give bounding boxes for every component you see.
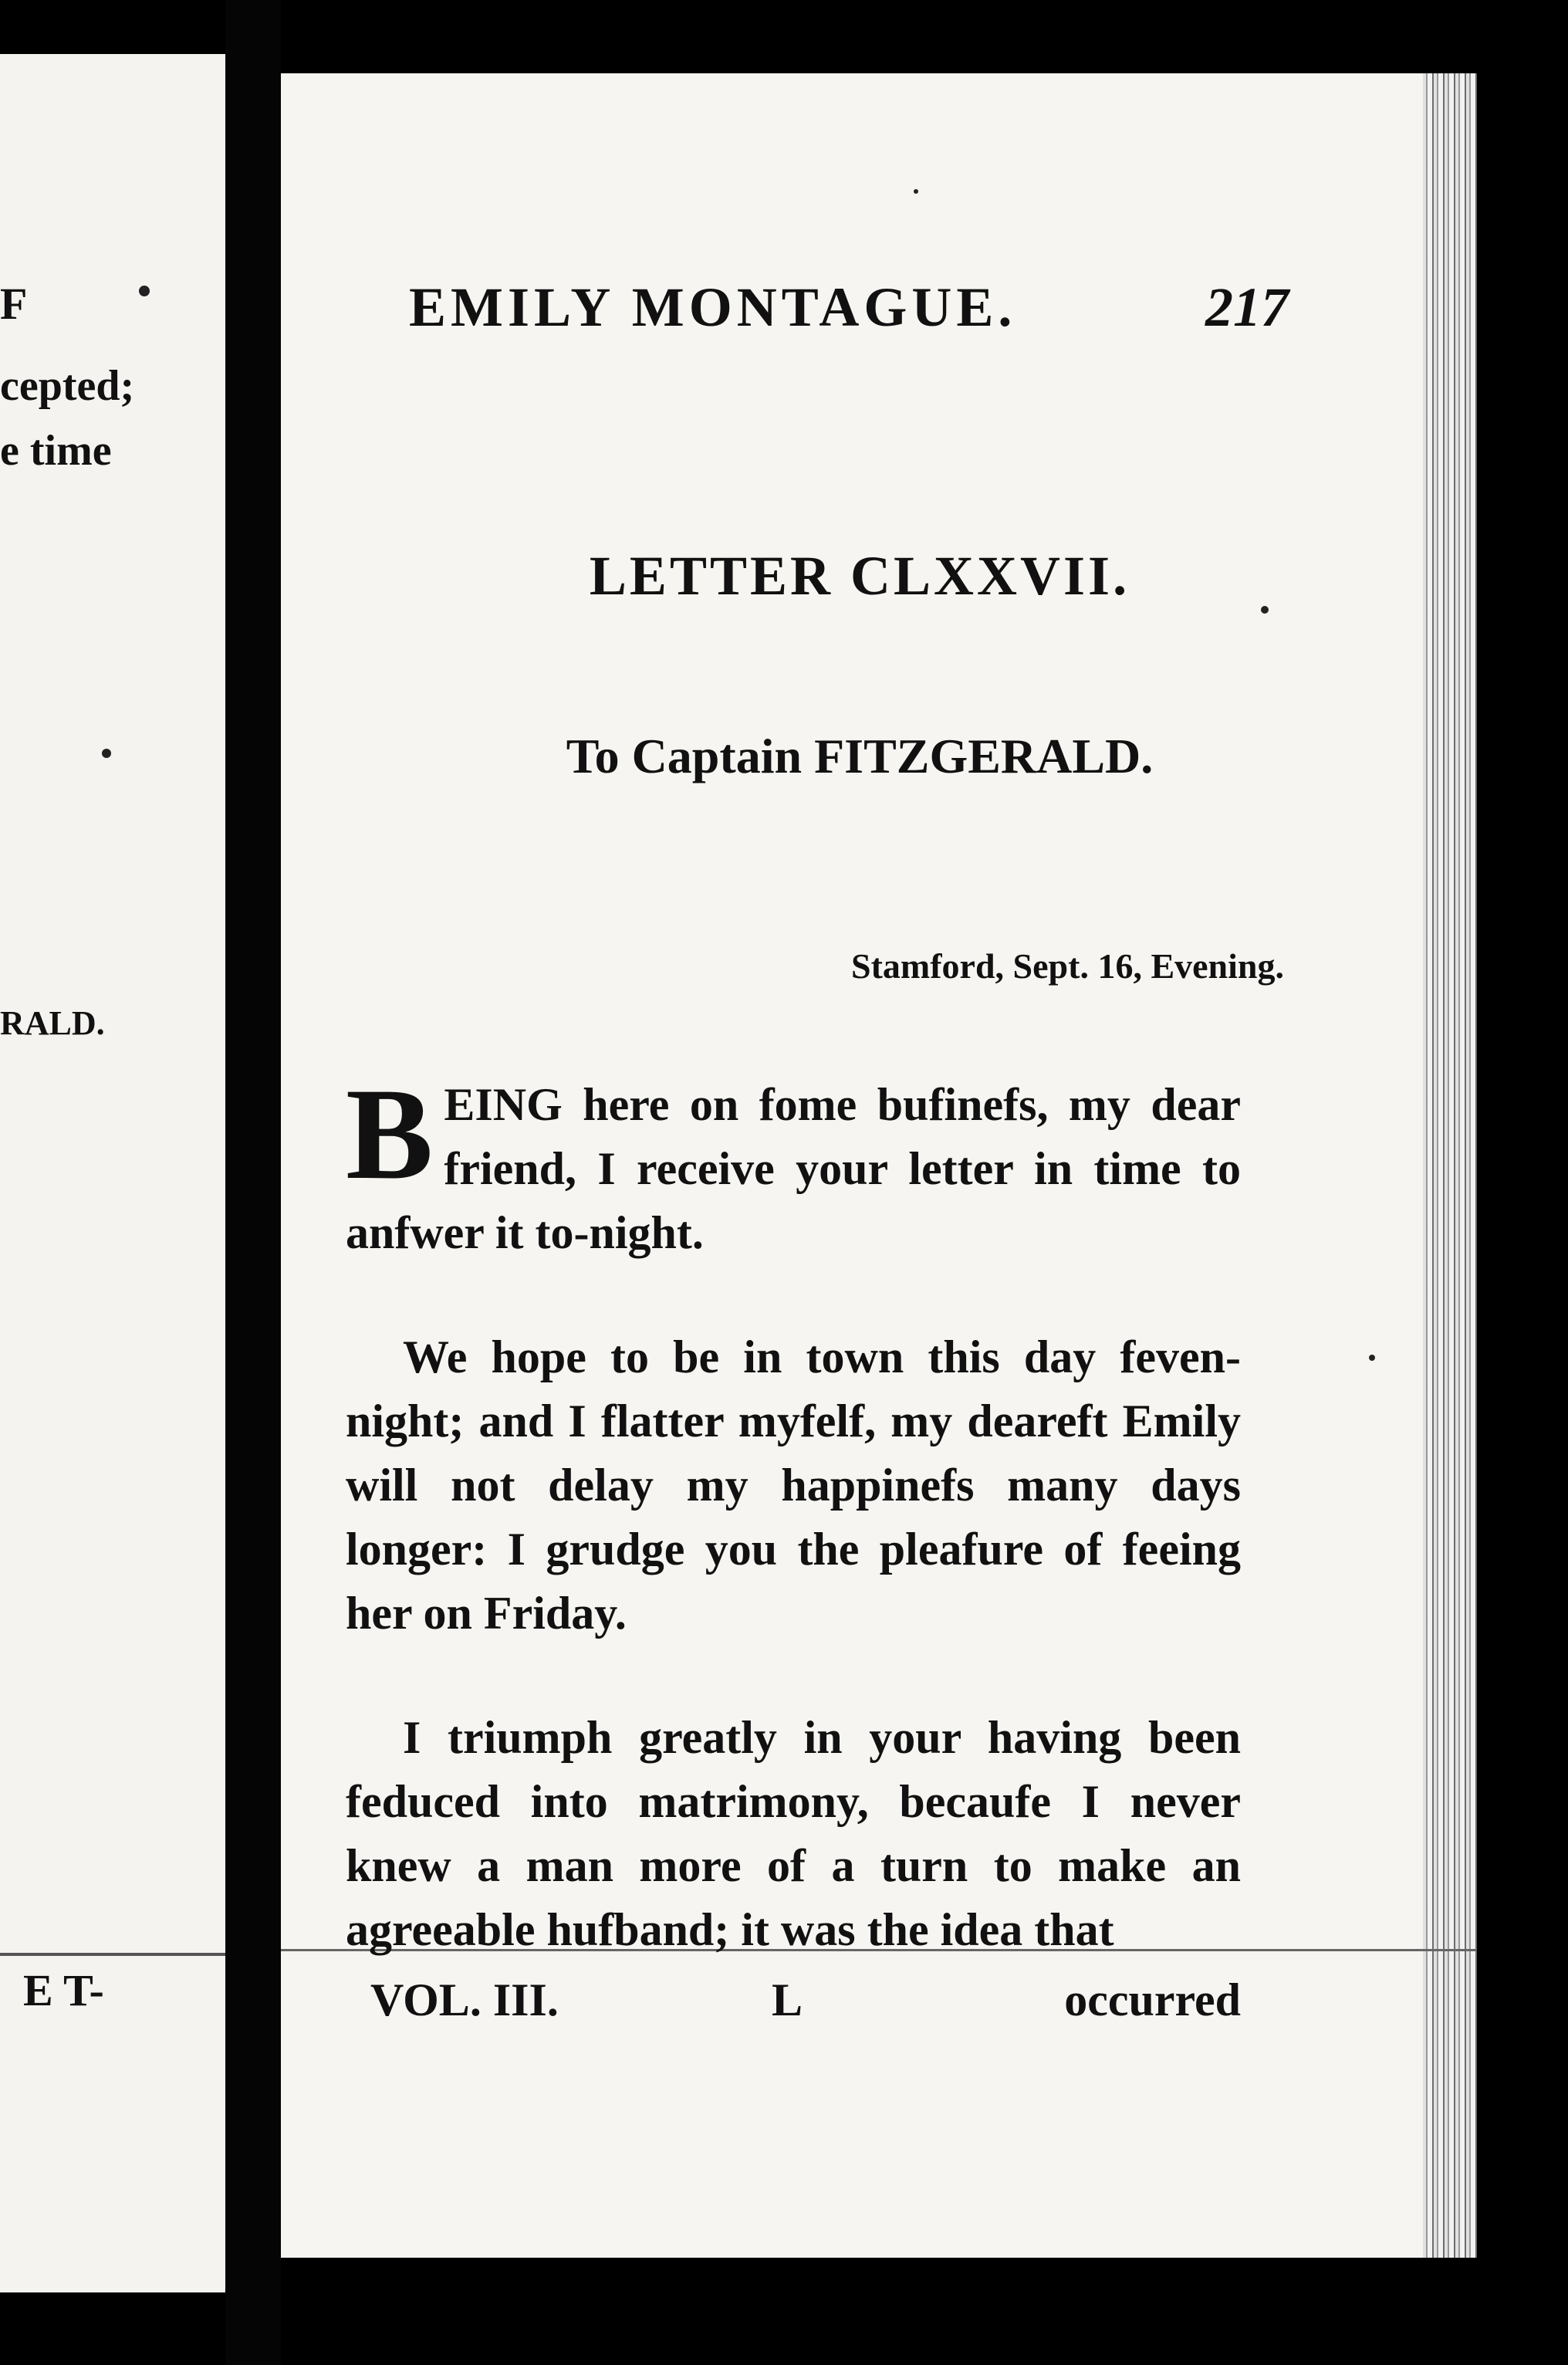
page-number: 217 — [1205, 276, 1289, 338]
right-page — [281, 73, 1477, 2258]
ink-speck — [1369, 1355, 1375, 1361]
paragraph-1 — [346, 1061, 1241, 1265]
paragraph-2 — [346, 1325, 1241, 1646]
left-fragment-3: e time — [0, 427, 112, 475]
paragraph-text: I triumph greatly in your having been feduced into matrimony, becaufe I never knew a man more of a turn to make an agreeable hufband; it was the idea that — [346, 1712, 1241, 1955]
signature-mark: L — [772, 1974, 803, 2025]
ink-speck — [139, 286, 150, 296]
paragraph-text: We hope to be in town this day feven-night; and I flatter myfelf, my deareft Emily will not delay my happinefs many days longer: I grudge you the pleafure of feeing her on Friday. — [346, 1331, 1241, 1639]
drop-cap: B — [346, 1061, 434, 1206]
left-fragment-1: F — [0, 279, 28, 329]
left-page-fragment — [0, 54, 225, 2292]
running-title: EMILY MONTAGUE. — [409, 276, 1017, 338]
page-header — [409, 276, 1289, 340]
book-gutter — [225, 0, 281, 2365]
ink-speck — [102, 749, 111, 758]
left-fragment-2: cepted; — [0, 362, 135, 410]
left-fragment-4: RALD. — [0, 1004, 105, 1042]
left-fragment-5: E T- — [23, 1965, 104, 2015]
paragraph-text: EING here on fome bufinefs, my dear friend, I receive your letter in time to anfwer it to-night. — [346, 1079, 1241, 1258]
volume-signature: VOL. III. — [370, 1974, 559, 2025]
letter-heading: LETTER CLXXVII. — [589, 545, 1130, 607]
page-edge — [1423, 73, 1477, 2258]
letter-body — [346, 1061, 1241, 2022]
ink-speck — [914, 189, 918, 194]
ink-speck — [1261, 606, 1269, 614]
catchword: occurred — [1064, 1974, 1241, 2025]
left-page-rule — [0, 1953, 225, 1956]
addressee: To Captain FITZGERALD. — [566, 729, 1154, 783]
paragraph-3 — [346, 1706, 1241, 1962]
dateline: Stamford, Sept. 16, Evening. — [851, 946, 1284, 986]
